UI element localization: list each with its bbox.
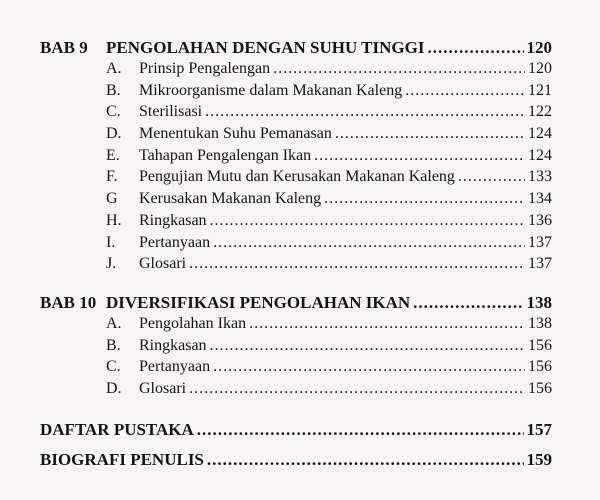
entry-title: Prinsip Pengalengan [139,60,271,77]
toc-entry [40,255,552,277]
dot-leader [189,255,525,273]
dot-leader [458,168,525,186]
dot-leader [197,420,524,440]
dot-leader [413,293,523,313]
page-number: 156 [528,358,552,376]
page-number: 137 [528,233,552,251]
entry-title: Pengujian Mutu dan Kerusakan Makanan Kaleng [139,168,455,186]
dot-leader [207,450,524,470]
entry-letter: G [106,190,118,208]
toc-entry [40,168,552,190]
entry-title: Tahapan Pengalengan Ikan [139,146,312,164]
chapter-heading-10 [40,293,552,315]
page-number: 138 [528,314,552,332]
page-number: 133 [528,168,552,186]
page-number: 122 [528,103,552,121]
toc-entry [40,234,552,256]
page-number: 156 [528,336,552,354]
page-number: 157 [526,419,552,439]
page-number: 124 [528,125,552,143]
page-number: 120 [528,60,552,77]
toc-entry [40,380,552,402]
dot-leader [210,212,525,230]
entry-title: Menentukan Suhu Pemanasan [139,125,332,143]
entry-letter: H. [106,211,122,229]
entry-title: Pertanyaan [139,233,211,251]
dot-leader [189,380,525,398]
entry-letter: F. [106,168,118,186]
section-gap [40,402,552,414]
page-number: 121 [528,81,552,99]
entry-title: Sterilisasi [139,103,203,121]
entry-letter: E. [106,146,120,164]
entry-title: Glosari [139,379,187,397]
dot-leader [314,147,525,165]
entry-letter: D. [106,379,122,397]
page-number: 156 [528,379,552,397]
toc-entry [40,60,552,82]
page-number: 120 [526,38,552,57]
entry-title: Mikroorganisme dalam Makanan Kaleng [139,81,403,99]
entry-title: Glosari [139,255,187,273]
dot-leader [213,358,525,376]
entry-title: Pertanyaan [139,358,211,376]
chapter-number: BAB 10 [40,292,97,312]
dot-leader [273,60,525,78]
chapter-number: BAB 9 [40,38,88,57]
entry-letter: I. [106,233,116,251]
entry-title: Kerusakan Makanan Kaleng [139,190,322,208]
page-number: 134 [528,190,552,208]
entry-letter: B. [106,336,121,354]
toc-entry [40,358,552,380]
entry-letter: A. [106,314,122,332]
toc-entry [40,103,552,125]
dot-leader [213,234,525,252]
entry-title: Ringkasan [139,211,207,229]
page-number: 124 [528,146,552,164]
dot-leader [210,337,525,355]
chapter-title: DIVERSIFIKASI PENGOLAHAN IKAN [106,292,411,312]
dot-leader [249,315,525,333]
entry-title: Ringkasan [139,336,207,354]
page-number: 159 [526,449,552,469]
section-gap [40,277,552,289]
entry-letter: C. [106,103,121,121]
entry-title: Pengolahan Ikan [139,314,247,332]
table-of-contents [40,34,552,474]
entry-letter: A. [106,60,122,77]
toc-entry [40,190,552,212]
chapter-heading-9 [40,38,552,60]
toc-entry [40,212,552,234]
toc-entry [40,337,552,359]
entry-letter: D. [106,125,122,143]
back-matter-author-bio [40,450,552,474]
dot-leader [405,82,525,100]
page-number: 136 [528,211,552,229]
entry-letter: B. [106,81,121,99]
back-matter-bibliography [40,420,552,444]
toc-entry [40,82,552,104]
back-matter-title: BIOGRAFI PENULIS [40,449,204,469]
dot-leader [335,125,525,143]
dot-leader [427,38,523,58]
chapter-title: PENGOLAHAN DENGAN SUHU TINGGI [106,38,425,57]
back-matter-title: DAFTAR PUSTAKA [40,419,194,439]
page-number: 137 [528,255,552,273]
toc-entry [40,147,552,169]
dot-leader [324,190,525,208]
toc-entry [40,315,552,337]
entry-letter: C. [106,358,121,376]
dot-leader [205,103,525,121]
toc-entry [40,125,552,147]
page-number: 138 [526,292,552,312]
entry-letter: J. [106,255,117,273]
